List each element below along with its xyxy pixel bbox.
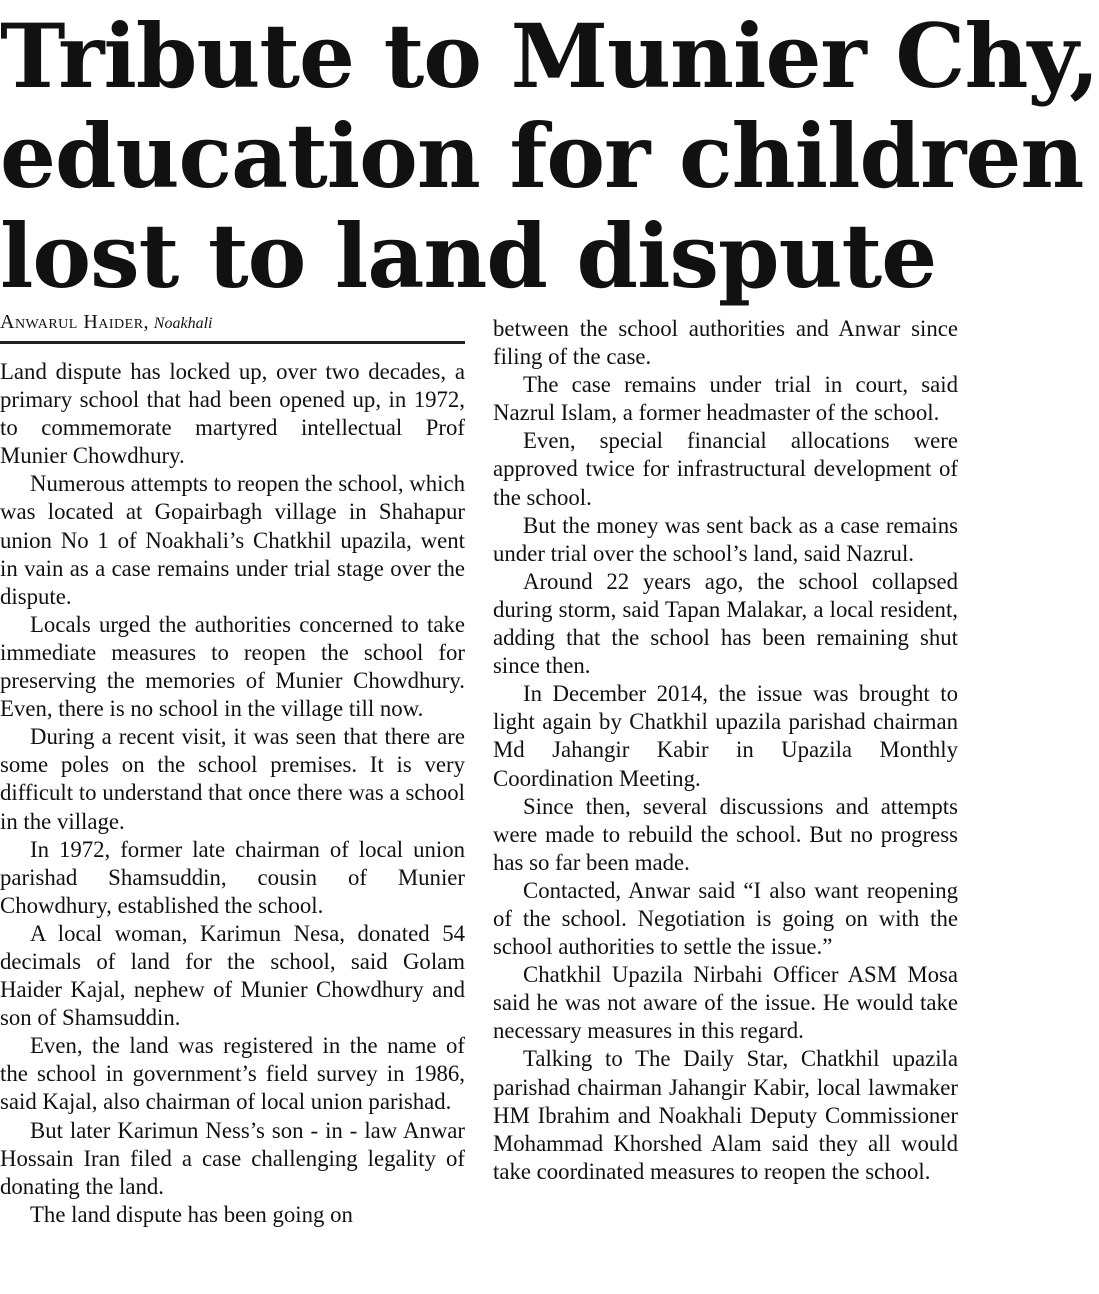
headline [0, 4, 1099, 308]
paragraph: Even, special financial allocations were approved twice for infrastructural development of the school. [493, 428, 958, 510]
paragraph: Since then, several discussions and attempts were made to rebuild the school. But no progress has so far been made. [493, 793, 958, 875]
paragraph: But the money was sent back as a case remains under trial over the school’s land, said Nazrul. [493, 512, 958, 566]
headline-line: lost to land dispute [0, 204, 937, 308]
paragraph: Locals urged the authorities concerned to take immediate measures to reopen the school for preserving the memories of Munier Chowdhury. Even, there is no school in the village till now. [0, 611, 465, 722]
paragraph: But later Karimun Ness’s son - in - law Anwar Hossain Iran filed a case challenging legality of donating the land. [0, 1117, 465, 1199]
paragraph: Talking to The Daily Star, Chatkhil upazila parishad chairman Jahangir Kabir, local lawmaker HM Ibrahim and Noakhali Deputy Commissioner Mohammad Khorshed Alam said they all would take coordinated measures to reopen the school. [493, 1046, 958, 1184]
paragraph: Contacted, Anwar said “I also want reopening of the school. Negotiation is going on with the school authorities to settle the issue.” [493, 877, 958, 960]
paragraph: In December 2014, the issue was brought to light again by Chatkhil upazila parishad chairman Md Jahangir Kabir in Upazila Monthly Coordination Meeting. [493, 681, 958, 791]
headline-line: education for children [0, 104, 1084, 208]
paragraph: between the school authorities and Anwar since filing of the case. [493, 316, 958, 370]
byline [0, 311, 465, 344]
dateline-location: Noakhali [153, 315, 213, 332]
paragraph: Land dispute has locked up, over two decades, a primary school that had been opened up, in 1972, to commemorate martyred intellectual Prof Munier Chowdhury. [0, 359, 465, 469]
paragraph: A local woman, Karimun Nesa, donated 54 decimals of land for the school, said Golam Haider Kajal, nephew of Munier Chowdhury and son of Shamsuddin. [0, 920, 465, 1031]
paragraph: The land dispute has been going on [30, 1201, 353, 1227]
paragraph: Numerous attempts to reopen the school, which was located at Gopairbagh village in Shahapur union No 1 of Noakhali’s Chatkhil upazila, went in vain as a case remains under trial stage over the dispute. [0, 471, 465, 609]
paragraph: During a recent visit, it was seen that there are some poles on the school premises. It is very difficult to understand that once there was a school in the village. [0, 724, 465, 834]
author-name: Anwarul Haider, [0, 311, 150, 333]
paragraph: Around 22 years ago, the school collapsed during storm, said Tapan Malakar, a local resident, adding that the school has been remaining shut since then. [493, 568, 958, 679]
article-column-right [493, 315, 958, 1186]
paragraph: Chatkhil Upazila Nirbahi Officer ASM Mosa said he was not aware of the issue. He would take necessary measures in this regard. [493, 962, 958, 1044]
paragraph: Even, the land was registered in the name of the school in government’s field survey in 1986, said Kajal, also chairman of local union parishad. [0, 1033, 465, 1115]
headline-line: Tribute to Munier Chy, [0, 4, 1099, 108]
paragraph: In 1972, former late chairman of local union parishad Shamsuddin, cousin of Munier Chowdhury, established the school. [0, 836, 465, 918]
article-column-left [0, 311, 465, 1229]
paragraph: The case remains under trial in court, said Nazrul Islam, a former headmaster of the school. [493, 372, 958, 426]
